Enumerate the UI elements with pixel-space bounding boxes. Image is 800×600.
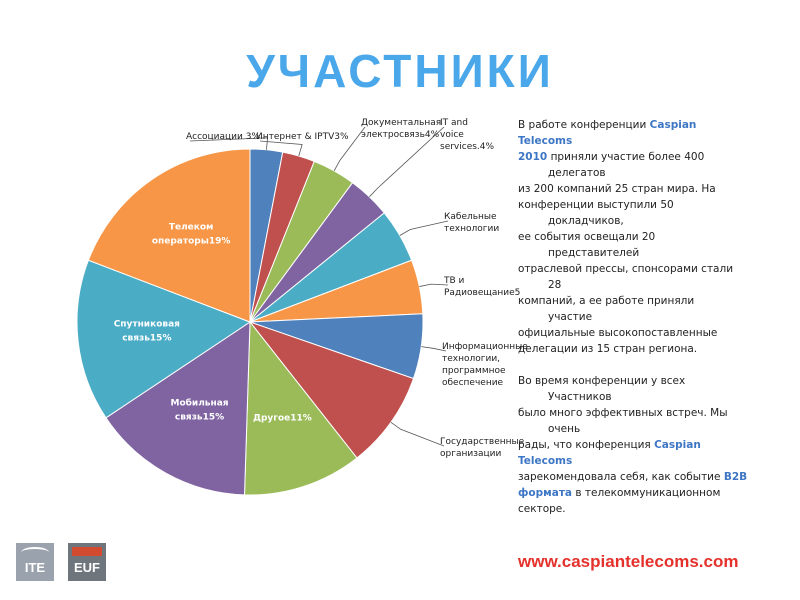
description-segment: в телекоммуникационном (572, 487, 721, 499)
description-line (518, 149, 750, 165)
description-line (518, 325, 750, 341)
description-segment: представителей (548, 247, 640, 259)
euf-logo-label: EUF (74, 560, 100, 575)
highlight-text: формата (518, 487, 572, 499)
description-line (518, 293, 750, 309)
description-line (518, 277, 750, 293)
description-segment: 28 (548, 279, 562, 291)
description-line (518, 405, 750, 421)
pie-label: Спутниковая связь15% (113, 319, 180, 344)
leader-line (400, 221, 448, 236)
description-segment: приняли участие более 400 (547, 151, 705, 163)
description-segment: участие (548, 311, 593, 323)
pie-label: Интернет & IPTV3% (256, 132, 349, 142)
description-segment: Во время конференции у всех (518, 375, 686, 387)
description-segment: отраслевой прессы, спонсорами стали (518, 263, 734, 275)
description-line (518, 197, 750, 213)
description-line (518, 261, 750, 277)
description-line (518, 389, 750, 405)
description-segment: ее события освещали 20 (518, 231, 656, 243)
description-segment: В работе конференции (518, 119, 650, 131)
description-line (518, 501, 750, 517)
description-segment: рады, что конференция (518, 439, 655, 451)
pie-label: Информационные технологии, программное обеспечение (442, 342, 528, 388)
description-line (518, 117, 750, 149)
pie-label: Телеком операторы19% (151, 222, 231, 247)
pie-label: Государственные организации (440, 437, 525, 459)
pie-label: Мобильная связь15% (170, 398, 229, 423)
ite-logo-label: ITE (24, 560, 46, 575)
pie-label: Ассоциации 3% (186, 132, 261, 142)
description-segment: официальные высокопоставленные (518, 327, 718, 339)
pie-label: ТВ и Радиовещание5 (444, 276, 521, 298)
description-segment: делегатов (548, 167, 606, 179)
description-segment: зарекомендовала себя, как событие (518, 471, 724, 483)
description-line (518, 373, 750, 389)
description-line (518, 341, 750, 357)
description-line (518, 309, 750, 325)
description-segment: докладчиков, (548, 215, 624, 227)
pie-label: IT and voice services.4% (440, 118, 495, 152)
website-link[interactable]: www.caspiantelecoms.com (518, 552, 739, 571)
euf-logo (68, 543, 106, 581)
description-segment: было много эффективных встреч. Мы (518, 407, 728, 419)
description-segment: делегации из 15 стран региона. (518, 343, 698, 355)
highlight-text: Caspian Telecoms (518, 119, 697, 147)
description-segment: конференции выступили 50 (518, 199, 674, 211)
description-line (518, 469, 750, 485)
description-line (518, 485, 750, 501)
highlight-text: B2B (723, 471, 748, 483)
leader-line (391, 422, 444, 446)
pie-label: Кабельные технологии (444, 212, 500, 234)
description-line (518, 245, 750, 261)
highlight-text: 2010 (518, 151, 548, 163)
ite-logo (16, 543, 54, 581)
description-line (518, 165, 750, 181)
description-segment: секторе. (518, 503, 566, 515)
description-line (518, 181, 750, 197)
pie-label: Другое11% (252, 413, 312, 424)
description-segment: очень (548, 423, 581, 435)
description-line (518, 213, 750, 229)
page-title: УЧАСТНИКИ (246, 45, 554, 97)
description-text (518, 117, 750, 517)
description-segment: Участников (548, 391, 612, 403)
description-segment: компаний, а ее работе приняли (518, 295, 695, 307)
highlight-text: Caspian Telecoms (518, 439, 701, 467)
description-line (518, 357, 750, 373)
description-line (518, 229, 750, 245)
pie-label: Документальная электросвязь4% (361, 118, 442, 140)
description-line (518, 437, 750, 469)
description-line (518, 421, 750, 437)
description-segment: из 200 компаний 25 стран мира. На (518, 183, 716, 195)
